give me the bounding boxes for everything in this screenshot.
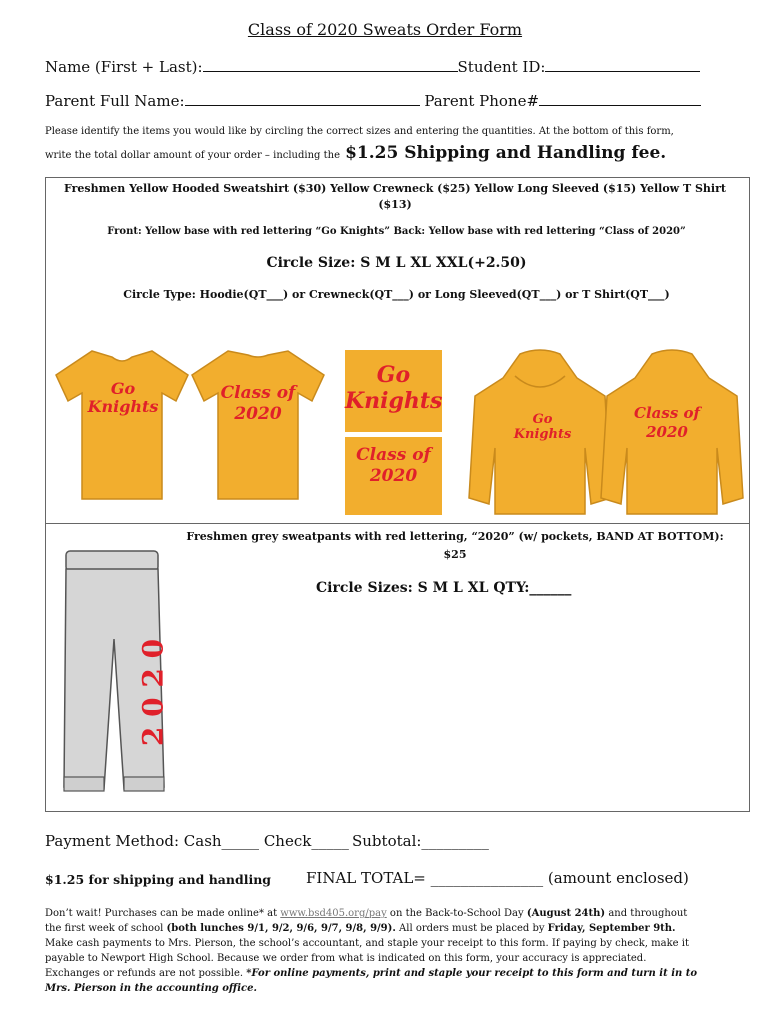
footer-text-3: and throughout xyxy=(605,908,688,919)
section2-sizes[interactable]: Circle Sizes: S M L XL QTY:______ xyxy=(316,580,572,596)
sweatpants-text: 2 0 2 0 xyxy=(136,638,170,747)
footer-deadline: Friday, September 9th. xyxy=(547,923,676,934)
section1-types[interactable]: Circle Type: Hoodie(QT___) or Crewneck(QT___) or Long Sleeved(QT___) or T Shirt(QT___) xyxy=(123,288,670,301)
footer-text-2: on the Back-to-School Day xyxy=(386,908,527,919)
instructions-text: write the total dollar amount of your order – including the xyxy=(45,150,340,161)
footer-date: (August 24th) xyxy=(526,908,606,919)
section1-sizes[interactable]: Circle Size: S M L XL XXL(+2.50) xyxy=(266,255,527,271)
section2-items-text: Freshmen grey sweatpants with red lettering, “2020” (w/ pockets, BAND AT BOTTOM): xyxy=(186,530,724,543)
order-box-divider xyxy=(45,523,749,524)
section1-design: Front: Yellow base with red lettering “Go Knights” Back: Yellow base with red lettering “Class of 2020” xyxy=(107,226,686,237)
name-label: Name (First + Last): xyxy=(45,58,203,76)
parent-name-field[interactable] xyxy=(185,105,420,106)
student-id-label: Student ID: xyxy=(457,58,546,76)
footer-line3: Make cash payments to Mrs. Pierson, the school’s accountant, and staple your receipt to this form. If paying by check, make it xyxy=(45,938,689,949)
tshirt-front-graphic xyxy=(52,343,192,503)
parent-phone-field[interactable] xyxy=(539,105,701,106)
name-field[interactable] xyxy=(203,71,458,72)
parent-name-label: Parent Full Name: xyxy=(45,92,185,110)
final-total[interactable]: FINAL TOTAL= _______________ (amount enclosed) xyxy=(306,869,689,887)
subtotal[interactable]: Subtotal:_________ xyxy=(352,832,489,850)
footer-line6: Mrs. Pierson in the accounting office. xyxy=(45,983,257,994)
student-id-field[interactable] xyxy=(545,71,700,72)
footer-lunches: (both lunches 9/1, 9/2, 9/6, 9/7, 9/8, 9/9). xyxy=(166,923,396,934)
footer-text-4: the first week of school xyxy=(45,923,167,934)
instructions-line2 xyxy=(45,143,666,163)
footer-online-note: *For online payments, print and staple your receipt to this form and turn it in to xyxy=(246,968,698,979)
section1-items: Freshmen Yellow Hooded Sweatshirt ($30) Yellow Crewneck ($25) Yellow Long Sleeved ($15) Yellow T Shirt ($13) xyxy=(64,182,726,211)
footer-text-6: Exchanges or refunds are not possible. xyxy=(45,968,247,979)
instructions-line1: Please identify the items you would like by circling the correct sizes and entering the quantities. At the bottom of this form, xyxy=(45,126,674,137)
footer-notes xyxy=(45,906,745,996)
hoodie-front-text: Go Knights xyxy=(513,412,572,442)
front-logo-text: Go Knights xyxy=(345,362,443,414)
shipping-fee-text: $1.25 Shipping and Handling fee. xyxy=(345,143,667,163)
footer-text-1: Don’t wait! Purchases can be made online* at xyxy=(45,908,281,919)
tshirt-front-text: Go Knights xyxy=(87,379,159,416)
shipping-handling: $1.25 for shipping and handling xyxy=(45,872,272,887)
footer-line4: payable to Newport High School. Because we order from what is indicated on this form, your accuracy is appreciated. xyxy=(45,953,647,964)
parent-field-row xyxy=(45,92,701,110)
tshirt-back-text: Class of 2020 xyxy=(220,383,296,424)
section2-items xyxy=(160,528,750,564)
form-title: Class of 2020 Sweats Order Form xyxy=(247,20,523,39)
online-pay-link[interactable]: www.bsd405.org/pay xyxy=(280,908,387,919)
footer-line2 xyxy=(45,921,745,936)
payment-method[interactable]: Payment Method: Cash_____ Check_____ xyxy=(45,832,349,850)
parent-phone-label: Parent Phone# xyxy=(424,92,540,110)
name-field-row xyxy=(45,58,700,76)
hoodie-back-text: Class of 2020 xyxy=(634,404,700,441)
footer-line1 xyxy=(45,906,745,921)
footer-line5 xyxy=(45,966,745,981)
section2-price: $25 xyxy=(443,548,467,561)
back-logo-text: Class of 2020 xyxy=(356,445,431,486)
footer-text-5: All orders must be placed by xyxy=(395,923,548,934)
